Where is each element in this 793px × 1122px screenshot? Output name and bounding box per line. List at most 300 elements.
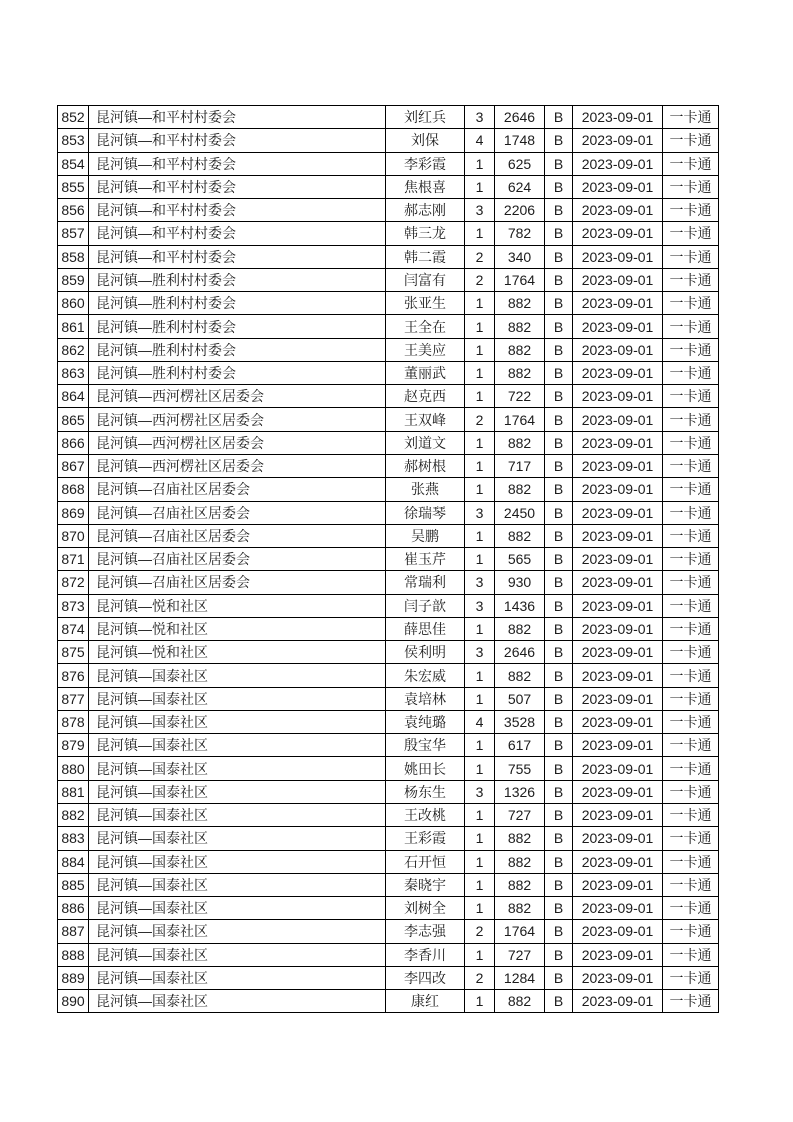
cell-type-code: B — [545, 734, 573, 757]
table-row — [58, 757, 719, 780]
table-row — [58, 710, 719, 733]
cell-amount: 930 — [495, 571, 545, 594]
cell-date: 2023-09-01 — [573, 292, 663, 315]
cell-organization: 昆河镇—国泰社区 — [89, 966, 386, 989]
cell-person-name: 李志强 — [386, 920, 465, 943]
cell-seq-number: 886 — [58, 897, 89, 920]
cell-date: 2023-09-01 — [573, 594, 663, 617]
table-row — [58, 966, 719, 989]
cell-date: 2023-09-01 — [573, 106, 663, 129]
cell-organization: 昆河镇—国泰社区 — [89, 827, 386, 850]
cell-payment-method: 一卡通 — [663, 315, 719, 338]
cell-payment-method: 一卡通 — [663, 571, 719, 594]
cell-payment-method: 一卡通 — [663, 245, 719, 268]
cell-payment-method: 一卡通 — [663, 664, 719, 687]
cell-amount: 882 — [495, 897, 545, 920]
cell-date: 2023-09-01 — [573, 501, 663, 524]
table-row — [58, 454, 719, 477]
table-row — [58, 268, 719, 291]
cell-amount: 1764 — [495, 920, 545, 943]
table-row — [58, 152, 719, 175]
table-row — [58, 827, 719, 850]
cell-organization: 昆河镇—国泰社区 — [89, 897, 386, 920]
cell-payment-method: 一卡通 — [663, 129, 719, 152]
cell-payment-method: 一卡通 — [663, 780, 719, 803]
cell-person-name: 徐瑞琴 — [386, 501, 465, 524]
cell-person-name: 焦根喜 — [386, 175, 465, 198]
cell-amount: 1748 — [495, 129, 545, 152]
cell-date: 2023-09-01 — [573, 548, 663, 571]
cell-type-code: B — [545, 408, 573, 431]
cell-organization: 昆河镇—召庙社区居委会 — [89, 548, 386, 571]
cell-type-code: B — [545, 385, 573, 408]
cell-type-code: B — [545, 152, 573, 175]
cell-person-name: 崔玉芹 — [386, 548, 465, 571]
table-row — [58, 803, 719, 826]
cell-type-code: B — [545, 780, 573, 803]
cell-amount: 882 — [495, 990, 545, 1013]
cell-payment-method: 一卡通 — [663, 617, 719, 640]
cell-amount: 617 — [495, 734, 545, 757]
cell-count: 1 — [465, 478, 495, 501]
cell-amount: 624 — [495, 175, 545, 198]
cell-amount: 1764 — [495, 408, 545, 431]
cell-payment-method: 一卡通 — [663, 827, 719, 850]
cell-payment-method: 一卡通 — [663, 548, 719, 571]
cell-type-code: B — [545, 478, 573, 501]
cell-date: 2023-09-01 — [573, 827, 663, 850]
cell-seq-number: 856 — [58, 199, 89, 222]
cell-count: 2 — [465, 966, 495, 989]
table-row — [58, 245, 719, 268]
cell-count: 1 — [465, 850, 495, 873]
cell-date: 2023-09-01 — [573, 710, 663, 733]
table-row — [58, 571, 719, 594]
cell-amount: 2450 — [495, 501, 545, 524]
cell-person-name: 吴鹏 — [386, 524, 465, 547]
cell-organization: 昆河镇—召庙社区居委会 — [89, 524, 386, 547]
cell-amount: 2646 — [495, 641, 545, 664]
cell-seq-number: 868 — [58, 478, 89, 501]
cell-count: 1 — [465, 292, 495, 315]
cell-count: 1 — [465, 152, 495, 175]
table-row — [58, 687, 719, 710]
cell-organization: 昆河镇—和平村村委会 — [89, 175, 386, 198]
cell-person-name: 郝树根 — [386, 454, 465, 477]
cell-date: 2023-09-01 — [573, 687, 663, 710]
cell-organization: 昆河镇—胜利村村委会 — [89, 338, 386, 361]
cell-amount: 1326 — [495, 780, 545, 803]
cell-person-name: 郝志刚 — [386, 199, 465, 222]
cell-amount: 882 — [495, 524, 545, 547]
cell-person-name: 刘红兵 — [386, 106, 465, 129]
cell-count: 3 — [465, 780, 495, 803]
cell-date: 2023-09-01 — [573, 617, 663, 640]
cell-person-name: 刘道文 — [386, 431, 465, 454]
cell-count: 1 — [465, 361, 495, 384]
cell-seq-number: 879 — [58, 734, 89, 757]
cell-type-code: B — [545, 106, 573, 129]
cell-payment-method: 一卡通 — [663, 873, 719, 896]
cell-organization: 昆河镇—国泰社区 — [89, 710, 386, 733]
cell-date: 2023-09-01 — [573, 524, 663, 547]
cell-count: 2 — [465, 408, 495, 431]
cell-amount: 882 — [495, 315, 545, 338]
cell-date: 2023-09-01 — [573, 943, 663, 966]
cell-organization: 昆河镇—国泰社区 — [89, 664, 386, 687]
cell-organization: 昆河镇—国泰社区 — [89, 850, 386, 873]
cell-type-code: B — [545, 850, 573, 873]
cell-type-code: B — [545, 757, 573, 780]
cell-type-code: B — [545, 966, 573, 989]
cell-date: 2023-09-01 — [573, 152, 663, 175]
cell-count: 1 — [465, 757, 495, 780]
cell-type-code: B — [545, 431, 573, 454]
cell-organization: 昆河镇—西河楞社区居委会 — [89, 385, 386, 408]
cell-amount: 782 — [495, 222, 545, 245]
cell-type-code: B — [545, 268, 573, 291]
cell-payment-method: 一卡通 — [663, 338, 719, 361]
cell-seq-number: 883 — [58, 827, 89, 850]
cell-seq-number: 861 — [58, 315, 89, 338]
cell-organization: 昆河镇—和平村村委会 — [89, 129, 386, 152]
cell-type-code: B — [545, 710, 573, 733]
cell-person-name: 王美应 — [386, 338, 465, 361]
table-row — [58, 524, 719, 547]
cell-type-code: B — [545, 129, 573, 152]
cell-seq-number: 859 — [58, 268, 89, 291]
cell-count: 1 — [465, 222, 495, 245]
cell-person-name: 张亚生 — [386, 292, 465, 315]
cell-amount: 727 — [495, 943, 545, 966]
table-row — [58, 617, 719, 640]
cell-count: 1 — [465, 548, 495, 571]
cell-count: 2 — [465, 245, 495, 268]
table-row — [58, 850, 719, 873]
cell-count: 3 — [465, 501, 495, 524]
cell-type-code: B — [545, 571, 573, 594]
cell-seq-number: 855 — [58, 175, 89, 198]
cell-date: 2023-09-01 — [573, 385, 663, 408]
table-row — [58, 920, 719, 943]
cell-count: 3 — [465, 641, 495, 664]
table-row — [58, 990, 719, 1013]
cell-type-code: B — [545, 617, 573, 640]
cell-organization: 昆河镇—胜利村村委会 — [89, 292, 386, 315]
cell-amount: 722 — [495, 385, 545, 408]
cell-amount: 882 — [495, 361, 545, 384]
cell-person-name: 张燕 — [386, 478, 465, 501]
cell-count: 1 — [465, 873, 495, 896]
table-row — [58, 780, 719, 803]
cell-seq-number: 885 — [58, 873, 89, 896]
cell-date: 2023-09-01 — [573, 850, 663, 873]
cell-type-code: B — [545, 990, 573, 1013]
cell-amount: 882 — [495, 664, 545, 687]
cell-seq-number: 871 — [58, 548, 89, 571]
cell-organization: 昆河镇—西河楞社区居委会 — [89, 431, 386, 454]
cell-person-name: 袁纯璐 — [386, 710, 465, 733]
cell-count: 3 — [465, 106, 495, 129]
cell-count: 3 — [465, 571, 495, 594]
cell-count: 1 — [465, 687, 495, 710]
cell-seq-number: 864 — [58, 385, 89, 408]
cell-payment-method: 一卡通 — [663, 803, 719, 826]
cell-seq-number: 866 — [58, 431, 89, 454]
cell-amount: 882 — [495, 850, 545, 873]
cell-type-code: B — [545, 897, 573, 920]
cell-person-name: 王改桃 — [386, 803, 465, 826]
cell-person-name: 王全在 — [386, 315, 465, 338]
cell-type-code: B — [545, 873, 573, 896]
table-row — [58, 222, 719, 245]
cell-type-code: B — [545, 641, 573, 664]
cell-person-name: 康红 — [386, 990, 465, 1013]
cell-person-name: 李彩霞 — [386, 152, 465, 175]
cell-seq-number: 867 — [58, 454, 89, 477]
table-row — [58, 199, 719, 222]
cell-amount: 1764 — [495, 268, 545, 291]
cell-organization: 昆河镇—悦和社区 — [89, 617, 386, 640]
cell-count: 3 — [465, 199, 495, 222]
cell-count: 1 — [465, 175, 495, 198]
subsidy-roster-table — [57, 105, 719, 1013]
cell-date: 2023-09-01 — [573, 315, 663, 338]
cell-type-code: B — [545, 199, 573, 222]
cell-date: 2023-09-01 — [573, 780, 663, 803]
cell-payment-method: 一卡通 — [663, 641, 719, 664]
cell-payment-method: 一卡通 — [663, 408, 719, 431]
table-row — [58, 594, 719, 617]
cell-person-name: 李四改 — [386, 966, 465, 989]
cell-organization: 昆河镇—胜利村村委会 — [89, 361, 386, 384]
cell-payment-method: 一卡通 — [663, 734, 719, 757]
cell-person-name: 王彩霞 — [386, 827, 465, 850]
cell-seq-number: 858 — [58, 245, 89, 268]
cell-count: 3 — [465, 594, 495, 617]
cell-organization: 昆河镇—和平村村委会 — [89, 106, 386, 129]
cell-amount: 717 — [495, 454, 545, 477]
cell-count: 1 — [465, 338, 495, 361]
cell-count: 1 — [465, 617, 495, 640]
cell-count: 2 — [465, 268, 495, 291]
cell-person-name: 杨东生 — [386, 780, 465, 803]
cell-count: 1 — [465, 524, 495, 547]
cell-person-name: 韩二霞 — [386, 245, 465, 268]
cell-type-code: B — [545, 594, 573, 617]
cell-organization: 昆河镇—召庙社区居委会 — [89, 501, 386, 524]
cell-amount: 882 — [495, 617, 545, 640]
cell-seq-number: 873 — [58, 594, 89, 617]
cell-date: 2023-09-01 — [573, 920, 663, 943]
cell-seq-number: 887 — [58, 920, 89, 943]
cell-date: 2023-09-01 — [573, 664, 663, 687]
cell-payment-method: 一卡通 — [663, 524, 719, 547]
cell-seq-number: 860 — [58, 292, 89, 315]
cell-type-code: B — [545, 501, 573, 524]
cell-organization: 昆河镇—召庙社区居委会 — [89, 478, 386, 501]
cell-seq-number: 863 — [58, 361, 89, 384]
table-row — [58, 943, 719, 966]
cell-type-code: B — [545, 338, 573, 361]
cell-type-code: B — [545, 803, 573, 826]
cell-organization: 昆河镇—西河楞社区居委会 — [89, 408, 386, 431]
cell-seq-number: 870 — [58, 524, 89, 547]
cell-amount: 565 — [495, 548, 545, 571]
cell-payment-method: 一卡通 — [663, 897, 719, 920]
table-row — [58, 664, 719, 687]
cell-type-code: B — [545, 315, 573, 338]
cell-type-code: B — [545, 245, 573, 268]
cell-organization: 昆河镇—国泰社区 — [89, 873, 386, 896]
cell-amount: 727 — [495, 803, 545, 826]
cell-person-name: 石开恒 — [386, 850, 465, 873]
cell-count: 2 — [465, 920, 495, 943]
cell-amount: 340 — [495, 245, 545, 268]
cell-seq-number: 852 — [58, 106, 89, 129]
table-row — [58, 408, 719, 431]
cell-person-name: 闫富有 — [386, 268, 465, 291]
cell-count: 1 — [465, 897, 495, 920]
table-row — [58, 734, 719, 757]
cell-amount: 1284 — [495, 966, 545, 989]
cell-date: 2023-09-01 — [573, 966, 663, 989]
cell-payment-method: 一卡通 — [663, 385, 719, 408]
cell-type-code: B — [545, 943, 573, 966]
table-row — [58, 129, 719, 152]
cell-payment-method: 一卡通 — [663, 966, 719, 989]
cell-date: 2023-09-01 — [573, 478, 663, 501]
cell-date: 2023-09-01 — [573, 361, 663, 384]
cell-date: 2023-09-01 — [573, 897, 663, 920]
cell-type-code: B — [545, 361, 573, 384]
cell-seq-number: 874 — [58, 617, 89, 640]
cell-seq-number: 869 — [58, 501, 89, 524]
cell-amount: 882 — [495, 478, 545, 501]
cell-payment-method: 一卡通 — [663, 106, 719, 129]
cell-payment-method: 一卡通 — [663, 594, 719, 617]
cell-date: 2023-09-01 — [573, 641, 663, 664]
cell-organization: 昆河镇—西河楞社区居委会 — [89, 454, 386, 477]
cell-organization: 昆河镇—国泰社区 — [89, 734, 386, 757]
cell-payment-method: 一卡通 — [663, 710, 719, 733]
cell-amount: 3528 — [495, 710, 545, 733]
cell-person-name: 董丽武 — [386, 361, 465, 384]
cell-organization: 昆河镇—胜利村村委会 — [89, 315, 386, 338]
cell-person-name: 李香川 — [386, 943, 465, 966]
cell-payment-method: 一卡通 — [663, 757, 719, 780]
cell-type-code: B — [545, 548, 573, 571]
cell-payment-method: 一卡通 — [663, 222, 719, 245]
table-row — [58, 292, 719, 315]
cell-seq-number: 878 — [58, 710, 89, 733]
cell-payment-method: 一卡通 — [663, 920, 719, 943]
cell-type-code: B — [545, 292, 573, 315]
cell-date: 2023-09-01 — [573, 571, 663, 594]
cell-person-name: 刘保 — [386, 129, 465, 152]
cell-amount: 2206 — [495, 199, 545, 222]
cell-organization: 昆河镇—国泰社区 — [89, 780, 386, 803]
cell-date: 2023-09-01 — [573, 199, 663, 222]
cell-person-name: 秦晓宇 — [386, 873, 465, 896]
cell-seq-number: 875 — [58, 641, 89, 664]
cell-person-name: 朱宏威 — [386, 664, 465, 687]
cell-seq-number: 884 — [58, 850, 89, 873]
cell-seq-number: 857 — [58, 222, 89, 245]
cell-date: 2023-09-01 — [573, 873, 663, 896]
table-row — [58, 548, 719, 571]
cell-date: 2023-09-01 — [573, 222, 663, 245]
cell-organization: 昆河镇—国泰社区 — [89, 687, 386, 710]
cell-date: 2023-09-01 — [573, 431, 663, 454]
table-row — [58, 361, 719, 384]
cell-organization: 昆河镇—召庙社区居委会 — [89, 571, 386, 594]
cell-type-code: B — [545, 664, 573, 687]
cell-person-name: 韩三龙 — [386, 222, 465, 245]
cell-date: 2023-09-01 — [573, 454, 663, 477]
cell-person-name: 赵克西 — [386, 385, 465, 408]
cell-amount: 882 — [495, 827, 545, 850]
table-body — [58, 106, 719, 1013]
cell-organization: 昆河镇—国泰社区 — [89, 803, 386, 826]
cell-seq-number: 862 — [58, 338, 89, 361]
cell-payment-method: 一卡通 — [663, 990, 719, 1013]
cell-amount: 882 — [495, 431, 545, 454]
table-row — [58, 315, 719, 338]
cell-amount: 625 — [495, 152, 545, 175]
cell-count: 4 — [465, 129, 495, 152]
cell-person-name: 常瑞利 — [386, 571, 465, 594]
cell-seq-number: 890 — [58, 990, 89, 1013]
cell-count: 1 — [465, 315, 495, 338]
cell-organization: 昆河镇—国泰社区 — [89, 920, 386, 943]
cell-type-code: B — [545, 920, 573, 943]
cell-date: 2023-09-01 — [573, 734, 663, 757]
cell-date: 2023-09-01 — [573, 408, 663, 431]
cell-person-name: 侯利明 — [386, 641, 465, 664]
table-row — [58, 338, 719, 361]
cell-seq-number: 880 — [58, 757, 89, 780]
cell-seq-number: 853 — [58, 129, 89, 152]
cell-count: 4 — [465, 710, 495, 733]
table-row — [58, 385, 719, 408]
table-row — [58, 175, 719, 198]
cell-payment-method: 一卡通 — [663, 943, 719, 966]
table-row — [58, 106, 719, 129]
cell-organization: 昆河镇—悦和社区 — [89, 594, 386, 617]
cell-amount: 882 — [495, 338, 545, 361]
cell-seq-number: 876 — [58, 664, 89, 687]
cell-count: 1 — [465, 385, 495, 408]
cell-payment-method: 一卡通 — [663, 292, 719, 315]
table-row — [58, 431, 719, 454]
cell-amount: 755 — [495, 757, 545, 780]
cell-date: 2023-09-01 — [573, 175, 663, 198]
cell-seq-number: 865 — [58, 408, 89, 431]
cell-organization: 昆河镇—和平村村委会 — [89, 245, 386, 268]
cell-count: 1 — [465, 990, 495, 1013]
cell-seq-number: 877 — [58, 687, 89, 710]
cell-organization: 昆河镇—和平村村委会 — [89, 152, 386, 175]
cell-payment-method: 一卡通 — [663, 175, 719, 198]
cell-seq-number: 881 — [58, 780, 89, 803]
cell-organization: 昆河镇—国泰社区 — [89, 757, 386, 780]
cell-date: 2023-09-01 — [573, 129, 663, 152]
cell-type-code: B — [545, 687, 573, 710]
cell-type-code: B — [545, 524, 573, 547]
table-row — [58, 873, 719, 896]
cell-amount: 882 — [495, 292, 545, 315]
